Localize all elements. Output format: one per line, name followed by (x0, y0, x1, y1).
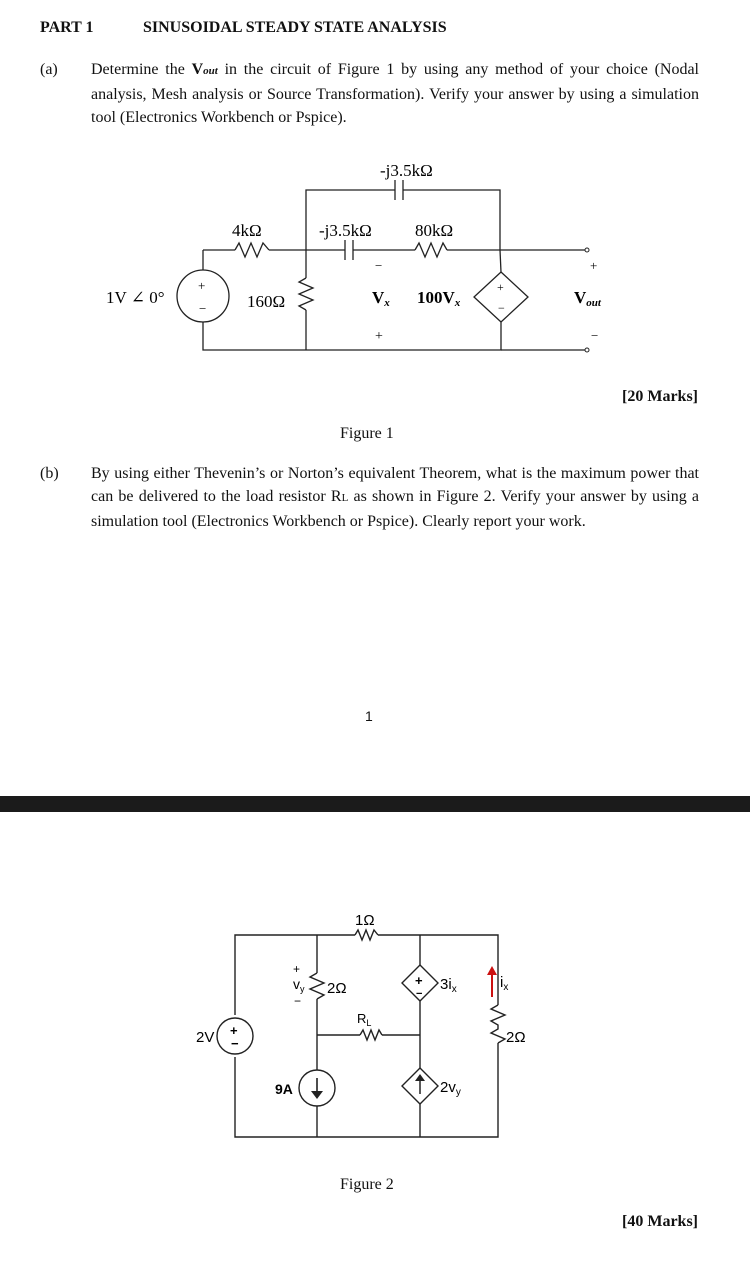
fig2-label-dep-v: $3i_x$ (440, 976, 457, 995)
fig2-label-dep-i: $2v_y$ (440, 1079, 461, 1098)
fig1-label-vx: Vx (372, 288, 390, 309)
fig1-src-plus: + (198, 278, 206, 293)
fig1-out-minus: − (591, 328, 599, 343)
question-a-vout: Vout (191, 61, 218, 78)
fig1-label-c-mid: -j3.5kΩ (319, 221, 372, 240)
fig1-vx-minus: − (375, 258, 383, 273)
fig2-dep-minus: − (416, 988, 423, 1000)
fig1-vx-plus: + (375, 329, 383, 344)
fig2-label-r-top: 1Ω (355, 912, 375, 929)
question-b-text-after: as shown in Figure 2. Verify your answer by using a simulation tool (Electronics Workbench or Pspice). Clearly report your work. (91, 488, 700, 530)
question-b-label: (b) (40, 465, 59, 482)
fig2-label-is: 9A (275, 1081, 293, 1097)
fig1-out-plus: + (590, 258, 598, 273)
fig1-label-source: 1V ∠ 0° (106, 288, 165, 307)
question-b-marks: [40 Marks] (622, 1213, 698, 1230)
fig2-vy-plus: + (293, 962, 301, 976)
fig1-dep-minus: − (498, 301, 505, 315)
fig2-label-vs: 2V (196, 1029, 215, 1046)
fig1-label-vout: Vout (574, 288, 601, 309)
fig2-label-r-right: 2Ω (506, 1029, 526, 1046)
page-number: 1 (365, 708, 373, 724)
page-divider (0, 796, 750, 812)
part-title: SINUSOIDAL STEADY STATE ANALYSIS (143, 19, 447, 36)
fig1-label-r80k: 80kΩ (415, 221, 454, 240)
question-b-rl-sub: L (341, 492, 349, 504)
fig2-label-rl: $R_L$ (357, 1011, 372, 1028)
fig1-label-dep-source: 100Vx (417, 288, 461, 309)
fig1-label-c-top: -j3.5kΩ (380, 161, 433, 180)
figure-2-caption: Figure 2 (340, 1176, 394, 1193)
fig2-label-vy: $v_y$ (293, 976, 305, 994)
fig1-dep-plus: + (497, 280, 504, 294)
question-a-marks: [20 Marks] (622, 388, 698, 405)
question-b-text-before: By using either Thevenin’s or Norton’s equivalent Theorem, what is the maximum power that can be delivered to the load resistor R (91, 465, 699, 505)
fig2-vy-minus: − (294, 994, 302, 1008)
question-b-text (91, 462, 699, 533)
figure-1-caption: Figure 1 (340, 425, 394, 442)
fig1-label-r1: 4kΩ (232, 221, 262, 240)
fig1-label-r160: 160Ω (247, 292, 286, 311)
question-a-text-before: Determine the (91, 61, 192, 78)
fig2-label-ix: $i_x$ (500, 974, 509, 993)
figure-1-circuit (90, 150, 630, 360)
part-label: PART 1 (40, 19, 94, 36)
question-a-text (91, 58, 699, 129)
fig2-vs-minus: − (231, 1036, 239, 1051)
fig2-label-r-mid: 2Ω (327, 980, 347, 997)
question-a-label: (a) (40, 61, 58, 78)
question-a-text-after: in the circuit of Figure 1 by using any method of your choice (Nodal analysis, Mesh analysis or Source Transformation). Verify your answer by using a simulation tool (Electronics Workbench or Pspice). (91, 61, 700, 126)
figure-2-circuit (190, 905, 530, 1150)
fig1-src-minus: − (199, 301, 207, 316)
fig2-dep-plus: + (415, 973, 423, 988)
fig2-vs-plus: + (230, 1023, 238, 1038)
